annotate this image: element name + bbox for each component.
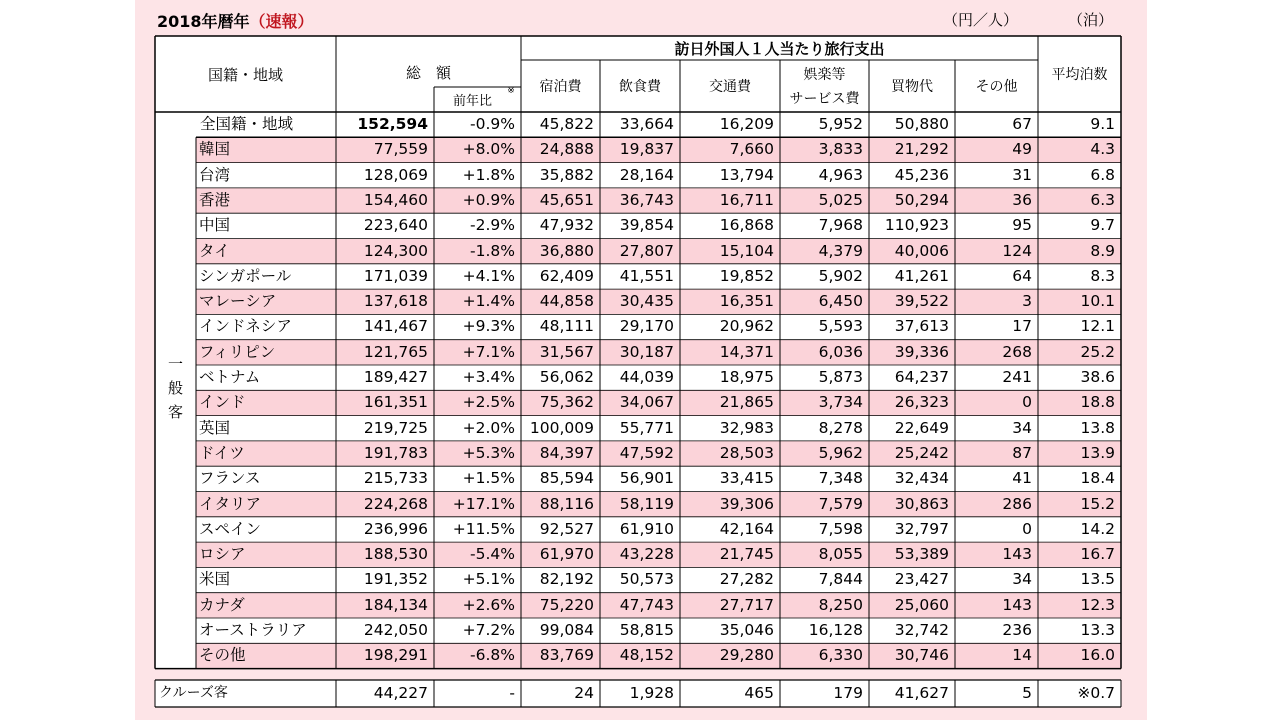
- header-entertainment-2: サービス費: [789, 91, 860, 107]
- cell-shopping: 41,261: [894, 266, 949, 285]
- cell-transport: 27,282: [719, 570, 774, 589]
- cell-nights: 10.1: [1080, 292, 1115, 311]
- cell-nights: 8.9: [1090, 241, 1115, 260]
- cell-nights: 6.3: [1090, 190, 1115, 209]
- cell-other: 3: [1022, 292, 1032, 311]
- cell-shopping: 22,649: [894, 418, 949, 437]
- cell-nights: 15.2: [1080, 494, 1115, 513]
- cell-other: 49: [1012, 140, 1032, 159]
- row-name: 香港: [199, 190, 231, 209]
- cell-lodging: 48,111: [539, 317, 594, 336]
- cell-transport: 13,794: [719, 165, 774, 184]
- cell-yoy: +2.6%: [462, 595, 515, 614]
- cell-yoy: +4.1%: [462, 266, 515, 285]
- side-label-general: 一 般 客: [167, 355, 183, 421]
- cell-ent: 6,330: [818, 646, 863, 665]
- cell-transport: 39,306: [719, 494, 774, 513]
- cell-nights: 6.8: [1090, 165, 1115, 184]
- cell-food: 33,664: [619, 115, 674, 133]
- cell-total: 188,530: [363, 545, 428, 564]
- cruise-name: クルーズ客: [159, 685, 228, 701]
- cell-yoy: +1.8%: [462, 165, 515, 184]
- cell-ent: 5,902: [818, 266, 863, 285]
- cell-transport: 27,717: [719, 595, 774, 614]
- cell-nights: 14.2: [1080, 519, 1115, 538]
- header-yoy: 前年比: [452, 94, 492, 109]
- cell-yoy: +0.9%: [462, 190, 515, 209]
- cruise-cell-food: 1,928: [629, 684, 674, 702]
- cell-total: 137,618: [363, 292, 428, 311]
- cell-nights: 8.3: [1090, 266, 1115, 285]
- cell-yoy: -0.9%: [470, 115, 515, 133]
- cell-nights: 12.1: [1080, 317, 1115, 336]
- cell-nights: 13.5: [1080, 570, 1115, 589]
- cell-transport: 20,962: [719, 317, 774, 336]
- header-yoy-note: ※: [507, 86, 515, 96]
- cruise-cell-ent: 179: [833, 684, 863, 702]
- cell-total: 219,725: [363, 418, 428, 437]
- cell-ent: 7,579: [818, 494, 863, 513]
- cell-lodging: 35,882: [539, 165, 594, 184]
- cell-food: 39,854: [619, 216, 674, 235]
- cell-shopping: 23,427: [894, 570, 949, 589]
- cell-lodging: 31,567: [539, 342, 594, 361]
- cell-food: 48,152: [619, 646, 674, 665]
- row-name: 英国: [199, 418, 231, 437]
- cell-transport: 32,983: [719, 418, 774, 437]
- cell-total: 215,733: [363, 469, 428, 488]
- cell-ent: 3,734: [818, 393, 863, 412]
- row-name: ロシア: [199, 545, 246, 564]
- cell-nights: 13.3: [1080, 621, 1115, 639]
- cell-total: 191,783: [363, 443, 428, 462]
- row-name: 米国: [199, 570, 231, 589]
- row-name: スペイン: [199, 519, 262, 538]
- cell-yoy: -5.4%: [470, 545, 515, 564]
- cell-transport: 16,351: [719, 292, 774, 311]
- cell-yoy: +2.0%: [462, 418, 515, 437]
- cell-yoy: +3.4%: [462, 368, 515, 386]
- cell-total: 184,134: [363, 595, 428, 614]
- cell-total: 141,467: [363, 317, 428, 336]
- cell-shopping: 39,522: [894, 292, 949, 311]
- cell-food: 29,170: [619, 317, 674, 336]
- cell-ent: 6,036: [818, 342, 863, 361]
- cell-nights: 12.3: [1080, 595, 1115, 614]
- cruise-cell-shopping: 41,627: [894, 684, 949, 702]
- cell-transport: 29,280: [719, 646, 774, 665]
- cell-lodging: 75,362: [539, 393, 594, 412]
- cell-shopping: 64,237: [894, 368, 949, 386]
- cell-shopping: 32,742: [894, 621, 949, 639]
- cell-yoy: +17.1%: [452, 494, 515, 513]
- row-name: フィリピン: [199, 342, 276, 361]
- cell-lodging: 82,192: [539, 570, 594, 589]
- header-food: 飲食費: [619, 79, 661, 95]
- cell-total: 171,039: [363, 266, 428, 285]
- row-name: オーストラリア: [199, 621, 307, 639]
- header-nights: 平均泊数: [1051, 67, 1108, 83]
- cell-transport: 19,852: [719, 266, 774, 285]
- cell-lodging: 61,970: [539, 545, 594, 564]
- cell-ent: 4,963: [818, 165, 863, 184]
- cell-food: 34,067: [619, 393, 674, 412]
- cell-nights: 9.7: [1090, 216, 1115, 235]
- cell-lodging: 85,594: [539, 469, 594, 488]
- cell-transport: 7,660: [729, 140, 774, 159]
- cell-lodging: 24,888: [539, 140, 594, 159]
- cell-ent: 4,379: [818, 241, 863, 260]
- cell-shopping: 53,389: [894, 545, 949, 564]
- cell-other: 14: [1012, 646, 1032, 665]
- header-transport: 交通費: [709, 79, 751, 95]
- cell-ent: 8,278: [818, 418, 863, 437]
- row-name: 韓国: [199, 140, 231, 159]
- cell-nights: 18.8: [1080, 393, 1115, 412]
- cell-ent: 8,055: [818, 545, 863, 564]
- cell-shopping: 50,294: [894, 190, 949, 209]
- row-name: シンガポール: [199, 266, 292, 285]
- cell-food: 36,743: [619, 190, 674, 209]
- header-entertainment-1: 娯楽等: [803, 67, 846, 83]
- cell-food: 47,743: [619, 595, 674, 614]
- cell-yoy: +5.3%: [462, 443, 515, 462]
- cell-yoy: +5.1%: [462, 570, 515, 589]
- cell-food: 27,807: [619, 241, 674, 260]
- cell-food: 19,837: [619, 140, 674, 159]
- cell-lodging: 100,009: [529, 418, 594, 437]
- cell-shopping: 39,336: [894, 342, 949, 361]
- cell-ent: 5,962: [818, 443, 863, 462]
- row-name: イタリア: [199, 494, 262, 513]
- cell-nights: 9.1: [1090, 115, 1115, 133]
- row-name: インド: [199, 393, 246, 412]
- cell-lodging: 84,397: [539, 443, 594, 462]
- cell-nights: 38.6: [1080, 368, 1115, 386]
- cell-transport: 16,209: [719, 115, 774, 133]
- cell-lodging: 62,409: [539, 266, 594, 285]
- cell-shopping: 45,236: [894, 165, 949, 184]
- cell-total: 236,996: [363, 519, 428, 538]
- cell-nights: 16.0: [1080, 646, 1115, 665]
- unit-yen-label: （円／人）: [943, 11, 1019, 29]
- cell-transport: 33,415: [719, 469, 774, 488]
- cell-other: 87: [1012, 443, 1032, 462]
- cell-food: 47,592: [619, 443, 674, 462]
- cell-total: 191,352: [363, 570, 428, 589]
- cell-total: 124,300: [363, 241, 428, 260]
- cell-shopping: 37,613: [894, 317, 949, 336]
- cell-total: 152,594: [357, 115, 428, 133]
- cell-transport: 28,503: [719, 443, 774, 462]
- cell-shopping: 110,923: [884, 216, 949, 235]
- cell-other: 41: [1012, 469, 1032, 488]
- cell-yoy: +9.3%: [462, 317, 515, 336]
- cell-other: 95: [1012, 216, 1032, 235]
- cell-other: 268: [1002, 342, 1032, 361]
- row-name: 中国: [199, 216, 231, 235]
- cell-yoy: +1.4%: [462, 292, 515, 311]
- cell-nights: 4.3: [1090, 140, 1115, 159]
- cell-shopping: 25,242: [894, 443, 949, 462]
- header-country: 国籍・地域: [207, 66, 283, 84]
- cell-transport: 18,975: [719, 368, 774, 386]
- cell-lodging: 56,062: [539, 368, 594, 386]
- cell-yoy: +2.5%: [462, 393, 515, 412]
- header-lodging: 宿泊費: [539, 79, 582, 95]
- cell-ent: 5,025: [818, 190, 863, 209]
- cell-total: 161,351: [363, 393, 428, 412]
- cell-ent: 7,844: [818, 570, 863, 589]
- cell-lodging: 75,220: [539, 595, 594, 614]
- row-name: タイ: [199, 241, 230, 260]
- cell-food: 30,435: [619, 292, 674, 311]
- cruise-cell-total: 44,227: [373, 684, 428, 702]
- cell-yoy: -6.8%: [470, 646, 515, 665]
- cell-total: 242,050: [363, 621, 428, 639]
- cell-ent: 7,968: [818, 216, 863, 235]
- cell-lodging: 83,769: [539, 646, 594, 665]
- cell-transport: 21,745: [719, 545, 774, 564]
- cell-transport: 16,868: [719, 216, 774, 235]
- cell-total: 154,460: [363, 190, 428, 209]
- cell-nights: 13.8: [1080, 418, 1115, 437]
- cell-transport: 35,046: [719, 621, 774, 639]
- cell-transport: 14,371: [719, 342, 774, 361]
- cell-total: 198,291: [363, 646, 428, 665]
- cell-shopping: 25,060: [894, 595, 949, 614]
- row-name: ドイツ: [199, 443, 245, 462]
- cell-other: 34: [1012, 570, 1032, 589]
- row-name: インドネシア: [199, 317, 292, 336]
- cell-ent: 5,952: [818, 115, 863, 133]
- cell-food: 56,901: [619, 469, 674, 488]
- cruise-cell-yoy: -: [509, 684, 515, 702]
- header-total: 総 額: [405, 64, 451, 82]
- row-name: カナダ: [199, 595, 245, 614]
- header-group: 訪日外国人１人当たり旅行支出: [674, 40, 885, 58]
- cell-other: 36: [1012, 190, 1032, 209]
- cell-food: 44,039: [619, 368, 674, 386]
- report-title: [157, 9, 314, 32]
- cell-lodging: 92,527: [539, 519, 594, 538]
- cell-ent: 16,128: [808, 621, 863, 639]
- cell-shopping: 26,323: [894, 393, 949, 412]
- cell-lodging: 45,822: [539, 115, 594, 133]
- cell-yoy: +8.0%: [462, 140, 515, 159]
- cruise-cell-lodging: 24: [574, 684, 594, 702]
- row-name: 全国籍・地域: [200, 115, 294, 133]
- cell-lodging: 36,880: [539, 241, 594, 260]
- cell-food: 28,164: [619, 165, 674, 184]
- cell-transport: 42,164: [719, 519, 774, 538]
- cell-transport: 15,104: [719, 241, 774, 260]
- cell-total: 128,069: [363, 165, 428, 184]
- cell-total: 224,268: [363, 494, 428, 513]
- cell-shopping: 30,863: [894, 494, 949, 513]
- cell-shopping: 40,006: [894, 241, 949, 260]
- cell-food: 61,910: [619, 519, 674, 538]
- cell-lodging: 47,932: [539, 216, 594, 235]
- cell-ent: 7,348: [818, 469, 863, 488]
- cell-ent: 3,833: [818, 140, 863, 159]
- cell-food: 55,771: [619, 418, 674, 437]
- cell-ent: 5,593: [818, 317, 863, 336]
- unit-nights-label: （泊）: [1068, 11, 1114, 29]
- cell-transport: 21,865: [719, 393, 774, 412]
- cell-transport: 16,711: [719, 190, 774, 209]
- row-name: フランス: [199, 469, 261, 488]
- cell-food: 58,815: [619, 621, 674, 639]
- cell-lodging: 88,116: [539, 494, 594, 513]
- cell-nights: 25.2: [1080, 342, 1115, 361]
- cell-food: 50,573: [619, 570, 674, 589]
- row-name: マレーシア: [199, 292, 277, 311]
- header-shopping: 買物代: [891, 79, 933, 95]
- cell-nights: 16.7: [1080, 545, 1115, 564]
- row-name: 台湾: [199, 165, 231, 184]
- cell-yoy: +7.2%: [462, 621, 515, 639]
- cell-food: 43,228: [619, 545, 674, 564]
- cell-total: 223,640: [363, 216, 428, 235]
- cell-other: 143: [1002, 545, 1032, 564]
- cell-shopping: 21,292: [894, 140, 949, 159]
- cell-ent: 6,450: [818, 292, 863, 311]
- cell-yoy: -2.9%: [470, 216, 515, 235]
- cell-shopping: 50,880: [894, 115, 949, 133]
- header-other: その他: [975, 79, 1018, 95]
- cell-total: 189,427: [363, 368, 428, 386]
- cell-other: 241: [1002, 368, 1032, 386]
- cell-total: 77,559: [373, 140, 428, 159]
- cell-other: 67: [1012, 115, 1032, 133]
- cell-other: 124: [1002, 241, 1032, 260]
- cell-other: 0: [1022, 519, 1032, 538]
- cell-other: 31: [1012, 165, 1032, 184]
- cell-other: 236: [1002, 621, 1032, 639]
- cell-other: 34: [1012, 418, 1032, 437]
- cruise-cell-other: 5: [1022, 684, 1032, 702]
- cell-food: 58,119: [619, 494, 674, 513]
- cell-yoy: +11.5%: [452, 519, 515, 538]
- cell-ent: 8,250: [818, 595, 863, 614]
- cruise-cell-transport: 465: [744, 684, 774, 702]
- cell-total: 121,765: [363, 342, 428, 361]
- cell-food: 41,551: [619, 266, 674, 285]
- cell-ent: 5,873: [818, 368, 863, 386]
- cell-shopping: 32,797: [894, 519, 949, 538]
- cell-other: 143: [1002, 595, 1032, 614]
- cell-ent: 7,598: [818, 519, 863, 538]
- cell-lodging: 44,858: [539, 292, 594, 311]
- cell-other: 17: [1012, 317, 1032, 336]
- cell-lodging: 45,651: [539, 190, 594, 209]
- title-flag: （速報）: [249, 12, 314, 31]
- cell-shopping: 32,434: [894, 469, 949, 488]
- cell-nights: 18.4: [1080, 469, 1115, 488]
- row-name: ベトナム: [199, 368, 261, 386]
- cell-yoy: +1.5%: [462, 469, 515, 488]
- cell-shopping: 30,746: [894, 646, 949, 665]
- cell-other: 0: [1022, 393, 1032, 412]
- cell-other: 286: [1002, 494, 1032, 513]
- cell-yoy: -1.8%: [470, 241, 515, 260]
- cell-lodging: 99,084: [539, 621, 594, 639]
- title-year: 2018年暦年: [157, 12, 250, 31]
- cell-other: 64: [1012, 266, 1032, 285]
- cruise-cell-nights: ※0.7: [1077, 684, 1115, 702]
- cell-food: 30,187: [619, 342, 674, 361]
- cell-yoy: +7.1%: [462, 342, 515, 361]
- cell-nights: 13.9: [1080, 443, 1115, 462]
- row-name: その他: [199, 646, 246, 665]
